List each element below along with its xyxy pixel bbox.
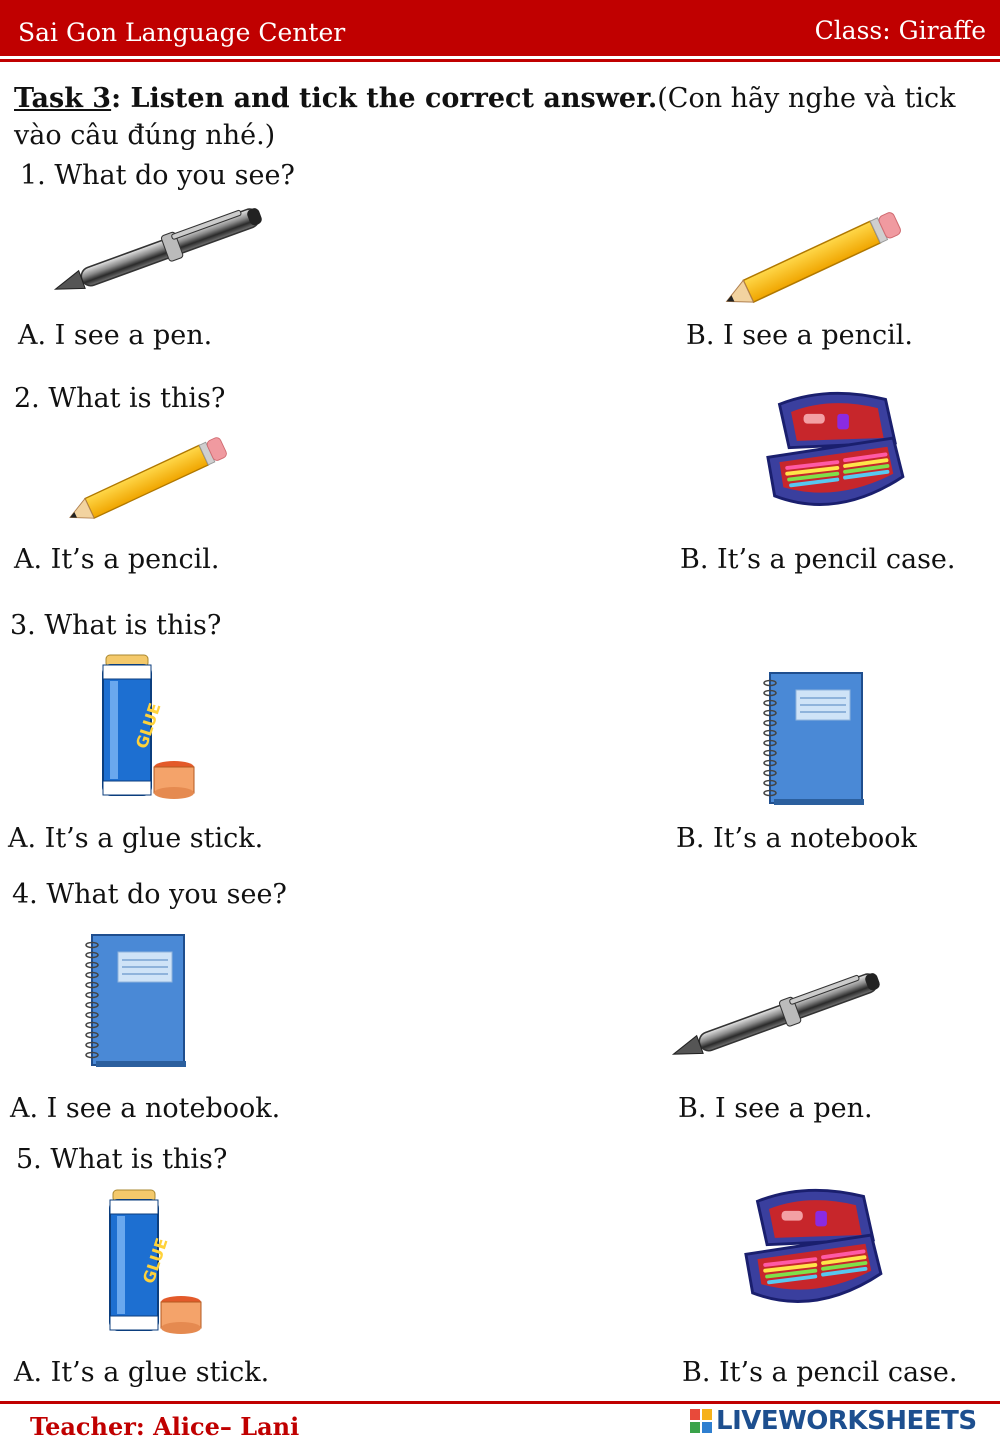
task-instructions <box>14 80 974 154</box>
school-name: Sai Gon Language Center <box>18 18 346 47</box>
pencil-icon <box>55 435 235 530</box>
option-b[interactable]: B. It’s a notebook <box>676 823 917 854</box>
pen-icon <box>658 960 898 1070</box>
option-a[interactable]: A. It’s a glue stick. <box>14 1357 270 1388</box>
glue-stick-icon <box>105 1180 205 1340</box>
question-prompt: 3. What is this? <box>10 610 222 641</box>
header-bar <box>0 0 1000 56</box>
option-a[interactable]: A. It’s a glue stick. <box>8 823 264 854</box>
task-translation: (Con hãy nghe và tick vào câu đúng nhé.) <box>14 83 956 151</box>
glue-stick-icon <box>98 645 198 805</box>
header-divider <box>0 59 1000 62</box>
task-title: : Listen and tick the correct answer. <box>111 83 658 114</box>
brand-name: LIVEWORKSHEETS <box>716 1406 977 1436</box>
footer-divider <box>0 1401 1000 1404</box>
liveworksheets-logo <box>690 1405 977 1437</box>
liveworksheets-logo-icon <box>690 1409 712 1433</box>
option-b[interactable]: B. It’s a pencil case. <box>682 1357 958 1388</box>
question-prompt: 5. What is this? <box>16 1144 228 1175</box>
task-number: Task 3 <box>14 83 112 114</box>
question-prompt: 2. What is this? <box>14 383 226 414</box>
notebook-icon <box>80 930 190 1070</box>
option-b[interactable]: B. I see a pen. <box>678 1093 873 1124</box>
class-label: Class: Giraffe <box>814 16 986 45</box>
pencil-case-icon <box>760 385 905 520</box>
question-prompt: 4. What do you see? <box>12 879 287 910</box>
teacher-name: Teacher: Alice– Lani <box>30 1412 300 1441</box>
pencil-icon <box>710 210 910 315</box>
pen-icon <box>40 195 280 305</box>
option-b[interactable]: B. It’s a pencil case. <box>680 544 956 575</box>
option-a[interactable]: A. It’s a pencil. <box>14 544 220 575</box>
notebook-icon <box>758 668 868 808</box>
pencil-case-icon <box>738 1182 883 1317</box>
option-a[interactable]: A. I see a pen. <box>18 320 213 351</box>
option-b[interactable]: B. I see a pencil. <box>686 320 913 351</box>
option-a[interactable]: A. I see a notebook. <box>10 1093 281 1124</box>
question-prompt: 1. What do you see? <box>20 160 295 191</box>
